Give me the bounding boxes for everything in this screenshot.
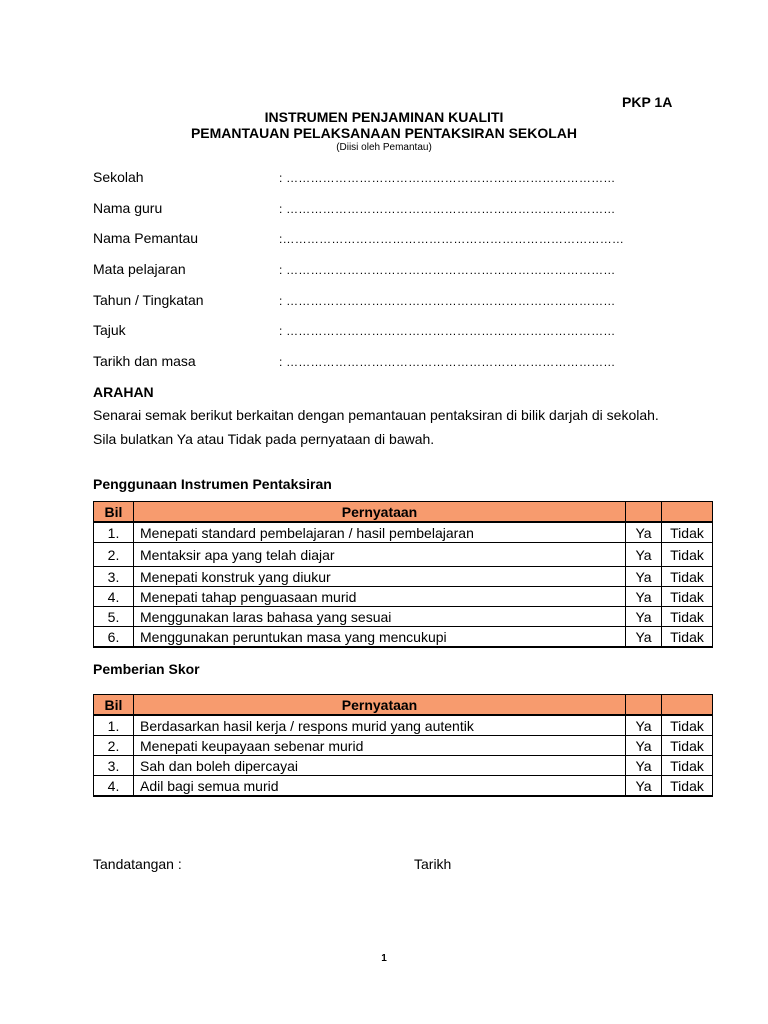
yes-option[interactable]: Ya [626,587,662,607]
row-statement: Menepati konstruk yang diukur [134,567,626,587]
row-number: 1. [94,715,134,736]
statement-header: Pernyataan [134,695,626,716]
field-blank-nama-pemantau[interactable]: :………………………………………………………………………… [279,232,625,246]
field-label-sekolah: Sekolah [93,169,144,185]
signature-label: Tandatangan : [93,856,182,872]
section-2-heading: Pemberian Skor [93,661,200,677]
field-label-nama-guru: Nama guru [93,200,163,216]
field-label-tajuk: Tajuk [93,322,126,338]
field-label-mata-pelajaran: Mata pelajaran [93,261,186,277]
field-blank-sekolah[interactable]: : ……………………………………………………………………… [279,171,616,185]
row-number: 5. [94,607,134,627]
table-header-row [94,695,713,716]
yes-option[interactable]: Ya [626,567,662,587]
row-number: 2. [94,543,134,567]
yes-header [626,502,662,523]
yes-option[interactable]: Ya [626,756,662,776]
table-row [94,543,713,567]
yes-option[interactable]: Ya [626,627,662,648]
row-number: 6. [94,627,134,648]
row-number: 2. [94,736,134,756]
field-blank-nama-guru[interactable]: : ……………………………………………………………………… [279,202,616,216]
row-number: 3. [94,567,134,587]
table-row [94,715,713,736]
field-blank-tarikh-masa[interactable]: : ……………………………………………………………………… [279,355,616,369]
row-statement: Menggunakan laras bahasa yang sesuai [134,607,626,627]
field-label-tarikh-masa: Tarikh dan masa [93,353,196,369]
row-statement: Adil bagi semua murid [134,776,626,797]
row-statement: Sah dan boleh dipercayai [134,756,626,776]
table-row [94,567,713,587]
instrument-table [93,501,713,648]
table-row [94,522,713,543]
row-number: 4. [94,587,134,607]
field-blank-mata-pelajaran[interactable]: : ……………………………………………………………………… [279,263,616,277]
no-option[interactable]: Tidak [662,776,713,797]
bil-header: Bil [94,695,134,716]
yes-header [626,695,662,716]
table-header-row [94,502,713,523]
no-option[interactable]: Tidak [662,543,713,567]
field-label-nama-pemantau: Nama Pemantau [93,230,199,246]
scoring-table [93,694,713,797]
row-statement: Menepati keupayaan sebenar murid [134,736,626,756]
statement-header: Pernyataan [134,502,626,523]
row-number: 3. [94,756,134,776]
table-row [94,627,713,648]
row-statement: Berdasarkan hasil kerja / respons murid yang autentik [134,715,626,736]
arahan-line-2: Sila bulatkan Ya atau Tidak pada pernyataan di bawah. [93,431,435,447]
field-blank-tajuk[interactable]: : ……………………………………………………………………… [279,324,616,338]
section-1-heading: Penggunaan Instrumen Pentaksiran [93,476,332,492]
no-option[interactable]: Tidak [662,736,713,756]
no-option[interactable]: Tidak [662,715,713,736]
row-statement: Menepati tahap penguasaan murid [134,587,626,607]
no-option[interactable]: Tidak [662,587,713,607]
title-line-1: INSTRUMEN PENJAMINAN KUALITI [264,109,504,125]
table-row [94,607,713,627]
table-row [94,776,713,797]
no-option[interactable]: Tidak [662,567,713,587]
field-blank-tahun-tingkatan[interactable]: : ……………………………………………………………………… [279,294,616,308]
no-option[interactable]: Tidak [662,522,713,543]
yes-option[interactable]: Ya [626,543,662,567]
table-row [94,756,713,776]
table-row [94,587,713,607]
no-option[interactable]: Tidak [662,607,713,627]
arahan-heading: ARAHAN [93,384,154,400]
yes-option[interactable]: Ya [626,607,662,627]
yes-option[interactable]: Ya [626,522,662,543]
no-header [662,502,713,523]
row-number: 4. [94,776,134,797]
title-line-2: PEMANTAUAN PELAKSANAAN PENTAKSIRAN SEKOLAH [190,125,578,141]
yes-option[interactable]: Ya [626,776,662,797]
date-label: Tarikh [414,856,452,872]
subtitle: (Diisi oleh Pemantau) [336,142,432,153]
row-statement: Menggunakan peruntukan masa yang mencukupi [134,627,626,648]
row-number: 1. [94,522,134,543]
bil-header: Bil [94,502,134,523]
yes-option[interactable]: Ya [626,736,662,756]
yes-option[interactable]: Ya [626,715,662,736]
no-option[interactable]: Tidak [662,756,713,776]
no-header [662,695,713,716]
page-number: 1 [381,953,387,964]
table-row [94,736,713,756]
row-statement: Mentaksir apa yang telah diajar [134,543,626,567]
row-statement: Menepati standard pembelajaran / hasil pembelajaran [134,522,626,543]
form-code: PKP 1A [622,94,673,110]
no-option[interactable]: Tidak [662,627,713,648]
arahan-line-1: Senarai semak berikut berkaitan dengan pemantauan pentaksiran di bilik darjah di sekolah. [93,407,659,423]
field-label-tahun-tingkatan: Tahun / Tingkatan [93,292,204,308]
